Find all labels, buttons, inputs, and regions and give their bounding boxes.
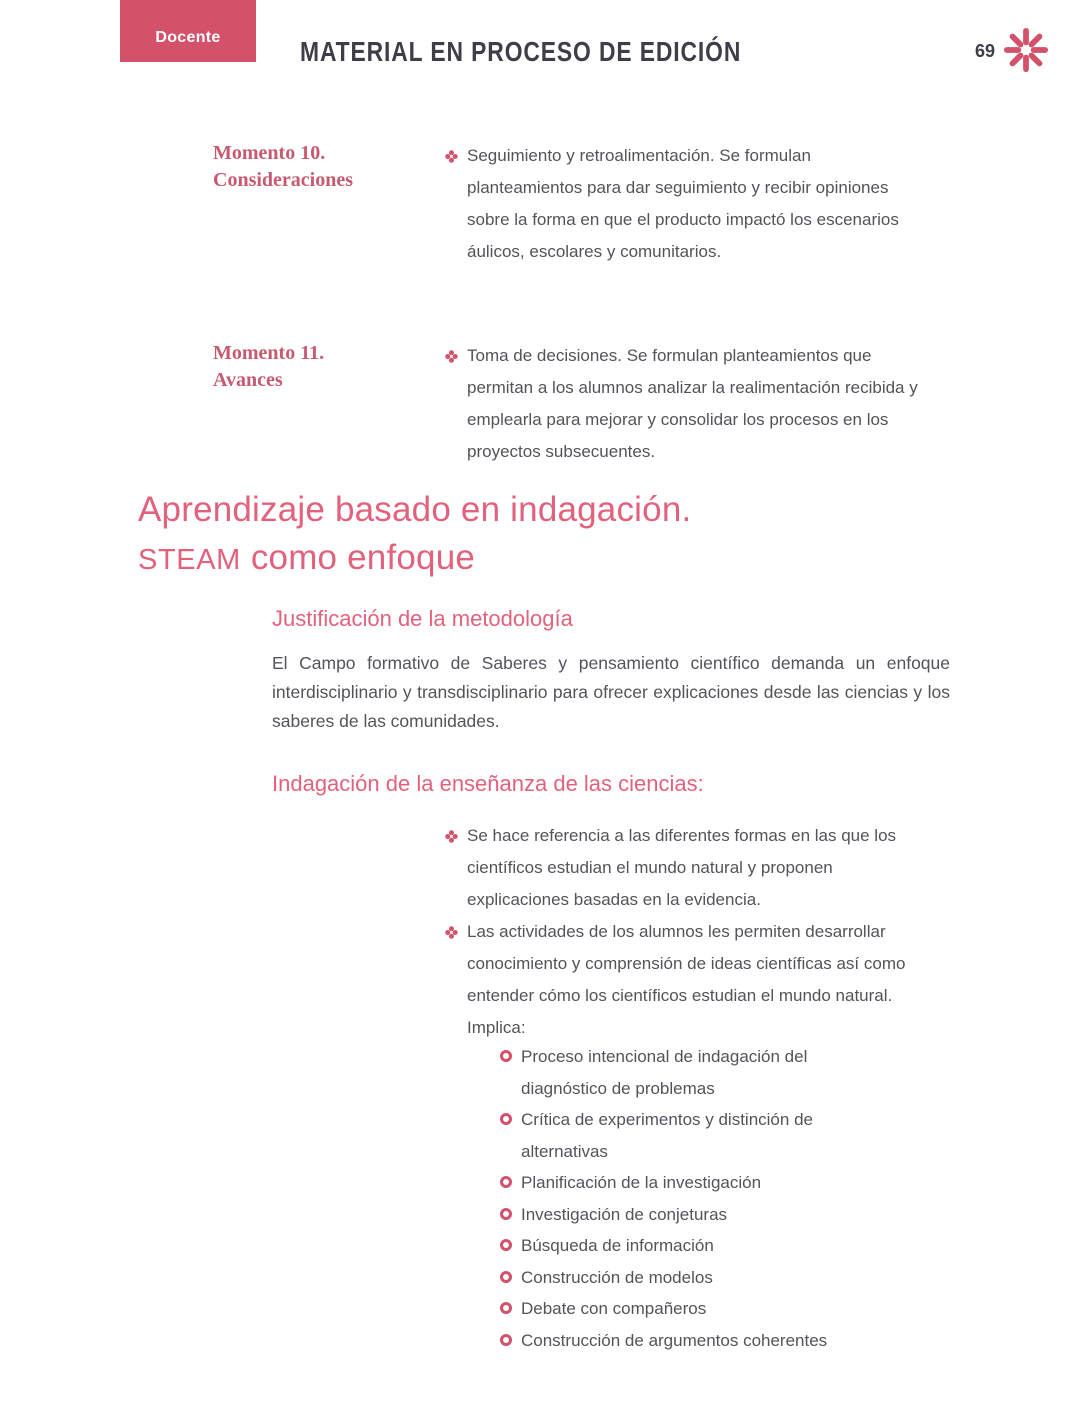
circle-bullet-icon [500,1334,512,1346]
circle-bullet-icon [500,1271,512,1283]
momento-10-row [213,140,925,268]
sub-bullet-list [500,1041,900,1356]
list-item [500,1293,900,1325]
page-number: 69 [975,41,996,61]
momento-11-label [213,340,445,468]
list-item [500,1199,900,1231]
sub-bullet-text: Debate con compañeros [521,1299,707,1318]
sub-bullet-text: Planificación de la investigación [521,1173,762,1192]
clover-bullet-icon [445,140,467,163]
section-title [138,486,691,584]
momento-11-row [213,340,925,468]
momento-label-line1: Momento 10. [213,142,326,164]
momento-label-line2: Consideraciones [213,169,353,191]
list-item [500,1262,900,1294]
momento-label-line2: Avances [213,369,283,391]
list-item [445,820,925,916]
sub-bullet-text: Construcción de modelos [521,1267,713,1287]
momento-label-line1: Momento 11. [213,342,325,364]
subheading-indagacion: Indagación de la enseñanza de las ciencias: [272,771,704,796]
sub-bullet-text: Construcción de argumentos coherentes [521,1330,828,1350]
list-item [445,916,925,1044]
momento-10-label [213,140,445,268]
sub-bullet-text: Búsqueda de información [521,1236,714,1255]
clover-bullet-icon [445,820,467,843]
list-item [500,1167,900,1199]
momento-11-text: Toma de decisiones. Se formulan planteamientos que permitan a los alumnos analizar la realimentación recibida y emplearla para mejorar y consolidar los procesos en los proyectos subsecuentes. [467,346,918,461]
subheading-justificacion: Justificación de la metodología [272,606,573,631]
list-item [500,1104,900,1167]
flower-asterisk-icon [1003,27,1049,78]
steam-label: STEAM [138,544,241,576]
list-item [500,1325,900,1357]
tab-label: Docente [155,29,221,46]
bullet-list [445,820,925,1044]
momento-10-text: Seguimiento y retroalimentación. Se formulan planteamientos para dar seguimiento y recibir opiniones sobre la forma en que el producto impactó los escenarios áulicos, escolares y comunitarios. [467,146,899,261]
circle-bullet-icon [500,1239,512,1251]
circle-bullet-icon [500,1050,512,1062]
header-title: MATERIAL EN PROCESO DE EDICIÓN [300,36,742,68]
section-title-line2-rest: como enfoque [240,538,476,577]
list-item [500,1230,900,1262]
section-title-line1: Aprendizaje basado en indagación. [138,490,692,529]
bullet-text: Se hace referencia a las diferentes formas en las que los científicos estudian el mundo natural y proponen explicaciones basadas en la evidencia. [467,826,897,909]
momento-10-body [445,140,925,268]
sub-bullet-text: Crítica de experimentos y distinción de alternativas [521,1110,813,1161]
clover-bullet-icon [445,340,467,363]
intro-paragraph: El Campo formativo de Saberes y pensamiento científico demanda un enfoque interdisciplinario y transdisciplinario para ofrecer explicaciones desde las ciencias y los saberes de las comunidades. [272,653,950,731]
circle-bullet-icon [500,1113,512,1125]
momento-11-body [445,340,925,468]
sub-bullet-text: Proceso intencional de indagación del diagnóstico de problemas [521,1047,808,1098]
list-item [500,1041,900,1104]
sub-bullet-text: Investigación de conjeturas [521,1204,728,1224]
circle-bullet-icon [500,1302,512,1314]
docente-tab [120,0,256,62]
bullet-text: Las actividades de los alumnos les permiten desarrollar conocimiento y comprensión de ideas científicas así como entender cómo los científicos estudian el mundo natural. Implica: [467,922,906,1037]
circle-bullet-icon [500,1208,512,1220]
circle-bullet-icon [500,1176,512,1188]
clover-bullet-icon [445,916,467,939]
